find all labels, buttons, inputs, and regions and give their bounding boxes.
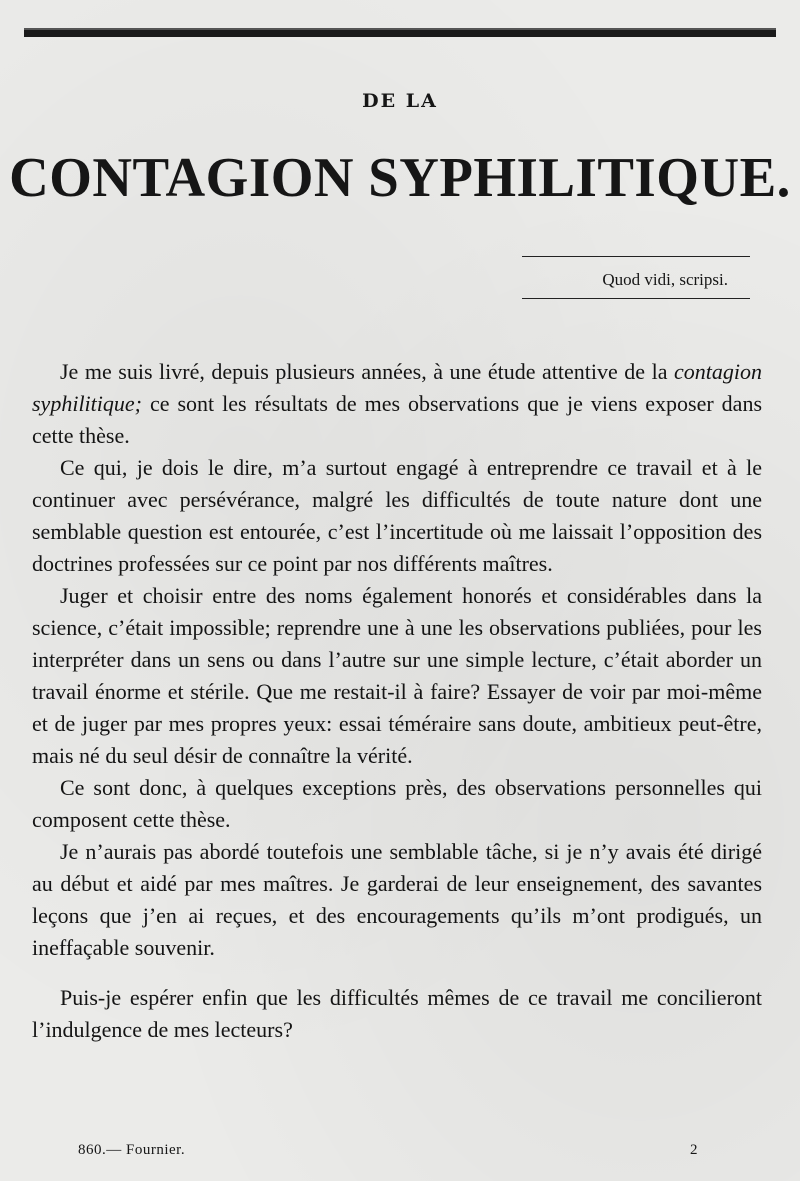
paragraph-4: Ce sont donc, à quelques exceptions près, des observations personnelles qui composent cette thèse. [32, 775, 762, 832]
body-text [32, 356, 762, 1046]
epigraph-rule-top [522, 256, 750, 257]
paragraph-1-text-end: ce sont les résultats de mes observations que je viens exposer dans cette thèse. [32, 391, 762, 448]
page-number: 2 [690, 1142, 698, 1158]
paragraph-6: Puis-je espérer enfin que les difficultés mêmes de ce travail me concilieront l’indulgence de mes lecteurs? [32, 985, 762, 1042]
paragraph-1-text-start: Je me suis livré, depuis plusieurs années, à une étude attentive de la [60, 359, 674, 384]
header-double-rule [24, 28, 776, 37]
page-title: CONTAGION SYPHILITIQUE. [9, 147, 791, 209]
footer-signature: 860.— Fournier. [78, 1142, 186, 1158]
epigraph: Quod vidi, scripsi. [602, 270, 728, 289]
paragraph-5: Je n’aurais pas abordé toutefois une semblable tâche, si je n’y avais été dirigé au début et aidé par mes maîtres. Je garderai de leur enseignement, des savantes leçons que j’en ai reçues, et des encouragements qu’ils m’ont prodigués, un ineffaçable souvenir. [32, 839, 762, 960]
epigraph-rule-bottom [522, 298, 750, 299]
paragraph-2: Ce qui, je dois le dire, m’a surtout engagé à entreprendre ce travail et à le continuer avec persévérance, malgré les difficultés de toute nature dont une semblable question est entourée, c’est l’incertitude où me laissait l’opposition des doctrines professées sur ce point par nos différents maîtres. [32, 455, 762, 576]
paragraph-1-emphasis: contagion syphilitique; [32, 359, 762, 416]
paragraph-3: Juger et choisir entre des noms également honorés et considérables dans la science, c’était impossible; reprendre une à une les observations publiées, pour les interpréter dans un sens ou dans l’autre sur une simple lecture, c’était aborder un travail énorme et stérile. Que me restait-il à faire? Essayer de voir par moi-même et de juger par mes propres yeux: essai téméraire sans doute, ambitieux peut-être, mais né du seul désir de connaître la vérité. [32, 583, 762, 768]
paragraph-1 [32, 356, 762, 452]
title-kicker: DE LA [362, 90, 438, 112]
